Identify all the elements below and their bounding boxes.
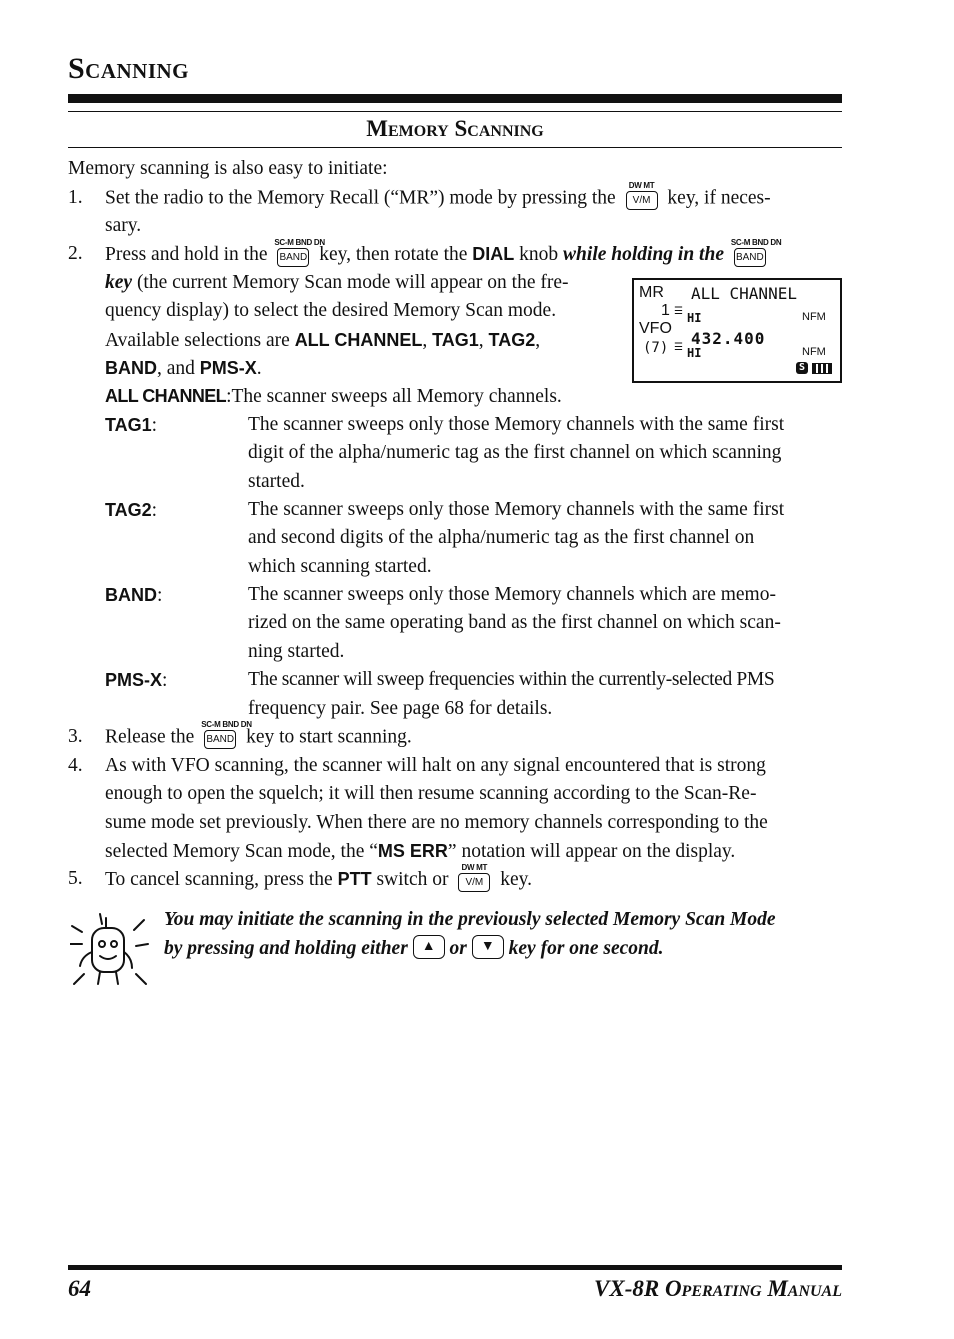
lcd-mode: ALL CHANNEL	[691, 284, 797, 303]
lcd-bars-icon: ☰	[674, 306, 683, 317]
down-arrow-key-icon: ▼	[472, 935, 504, 959]
page-title: Scanning	[68, 52, 190, 85]
lcd-vfo: VFO	[639, 320, 672, 337]
intro-text: Memory scanning is also easy to initiate:	[68, 158, 388, 179]
lcd-paren: (7)	[643, 340, 669, 356]
def-line: rized on the same operating band as the first channel on which scan-	[248, 612, 781, 633]
subtitle-rule-top	[68, 111, 842, 112]
band-key-icon: SC-M BND DN BAND	[274, 238, 312, 268]
battery-icon	[812, 363, 832, 374]
manual-title: VX-8R Operating Manual	[594, 1276, 842, 1301]
lcd-hi-2: HI	[687, 346, 702, 360]
lcd-nfm-2: NFM	[802, 346, 826, 358]
step-number: 5.	[68, 868, 83, 889]
def-line: which scanning started.	[248, 556, 432, 577]
def-line: started.	[248, 471, 305, 492]
step-number: 1.	[68, 187, 83, 208]
tip-note: You may initiate the scanning in the previously selected Memory Scan Mode by pressing and holding either ▲ or ▼ key for one second.	[164, 909, 776, 959]
vm-key-icon: DW MT V/M	[455, 863, 493, 893]
step-2-line-2: key (the current Memory Scan mode will appear on the fre-	[105, 272, 569, 293]
lcd-frequency: 432.400	[691, 329, 766, 348]
step-4-line-2: enough to open the squelch; it will then resume scanning according to the Scan-Re-	[105, 783, 757, 804]
mascot-tip-icon	[70, 912, 150, 992]
lcd-mr: MR	[639, 284, 664, 301]
step-1: Set the radio to the Memory Recall (“MR”) mode by pressing the DW MT V/M key, if neces-	[105, 184, 845, 214]
subtitle-rule-bottom	[68, 147, 842, 148]
step-2-line-3: quency display) to select the desired Memory Scan mode.	[105, 300, 557, 321]
step-number: 3.	[68, 726, 83, 747]
band-key-icon: SC-M BND DN BAND	[201, 720, 239, 750]
def-term: PMS-X:	[105, 670, 168, 691]
def-line: ning started.	[248, 641, 345, 662]
def-term: TAG1:	[105, 415, 158, 436]
step-2-line-1: Press and hold in the SC-M BND DN BAND key, then rotate the DIAL knob while holding in the SC-M BND DN BAND	[105, 240, 771, 271]
def-line: The scanner sweeps only those Memory channels with the same first	[248, 499, 785, 520]
def-term: TAG2:	[105, 500, 158, 521]
def-term: BAND:	[105, 585, 163, 606]
lcd-display	[632, 278, 842, 383]
lcd-channel: 1	[661, 302, 670, 319]
def-line: and second digits of the alpha/numeric tag as the first channel on	[248, 527, 755, 548]
lcd-bars-icon: ☰	[674, 342, 683, 353]
step-2-line-5: BAND, and PMS-X.	[105, 358, 262, 379]
section-title: Memory Scanning	[366, 116, 544, 141]
up-arrow-key-icon: ▲	[413, 935, 445, 959]
step-2-line-4: Available selections are ALL CHANNEL, TAG1, TAG2,	[105, 330, 541, 351]
lcd-hi-1: HI	[687, 311, 702, 325]
step-4-line-4: selected Memory Scan mode, the “MS ERR” notation will appear on the display.	[105, 841, 736, 862]
def-line: The scanner sweeps only those Memory channels which are memo-	[248, 584, 776, 605]
step-1-cont: sary.	[105, 215, 142, 236]
title-rule	[68, 94, 842, 103]
def-line: frequency pair. See page 68 for details.	[248, 698, 553, 719]
vm-key-icon: DW MT V/M	[623, 181, 661, 211]
step-number: 2.	[68, 243, 83, 264]
band-key-icon: SC-M BND DN BAND	[731, 238, 769, 268]
def-line: The scanner will sweep frequencies within the currently-selected PMS	[248, 669, 775, 690]
step-4-line-3: sume mode set previously. When there are no memory channels corresponding to the	[105, 812, 768, 833]
step-number: 4.	[68, 755, 83, 776]
def-line: digit of the alpha/numeric tag as the first channel on which scanning	[248, 442, 782, 463]
footer-rule	[68, 1265, 842, 1270]
step-3: Release the SC-M BND DN BAND key to start scanning.	[105, 723, 412, 753]
lcd-nfm-1: NFM	[802, 311, 826, 323]
def-all-channel: ALL CHANNEL:The scanner sweeps all Memory channels.	[105, 386, 562, 407]
def-line: The scanner sweeps only those Memory channels with the same first	[248, 414, 785, 435]
step-4-line-1: As with VFO scanning, the scanner will halt on any signal encountered that is strong	[105, 755, 766, 776]
lcd-s-icon: S	[796, 362, 808, 374]
step-5: To cancel scanning, press the PTT switch or DW MT V/M key.	[105, 865, 532, 896]
page-number: 64	[68, 1276, 91, 1301]
